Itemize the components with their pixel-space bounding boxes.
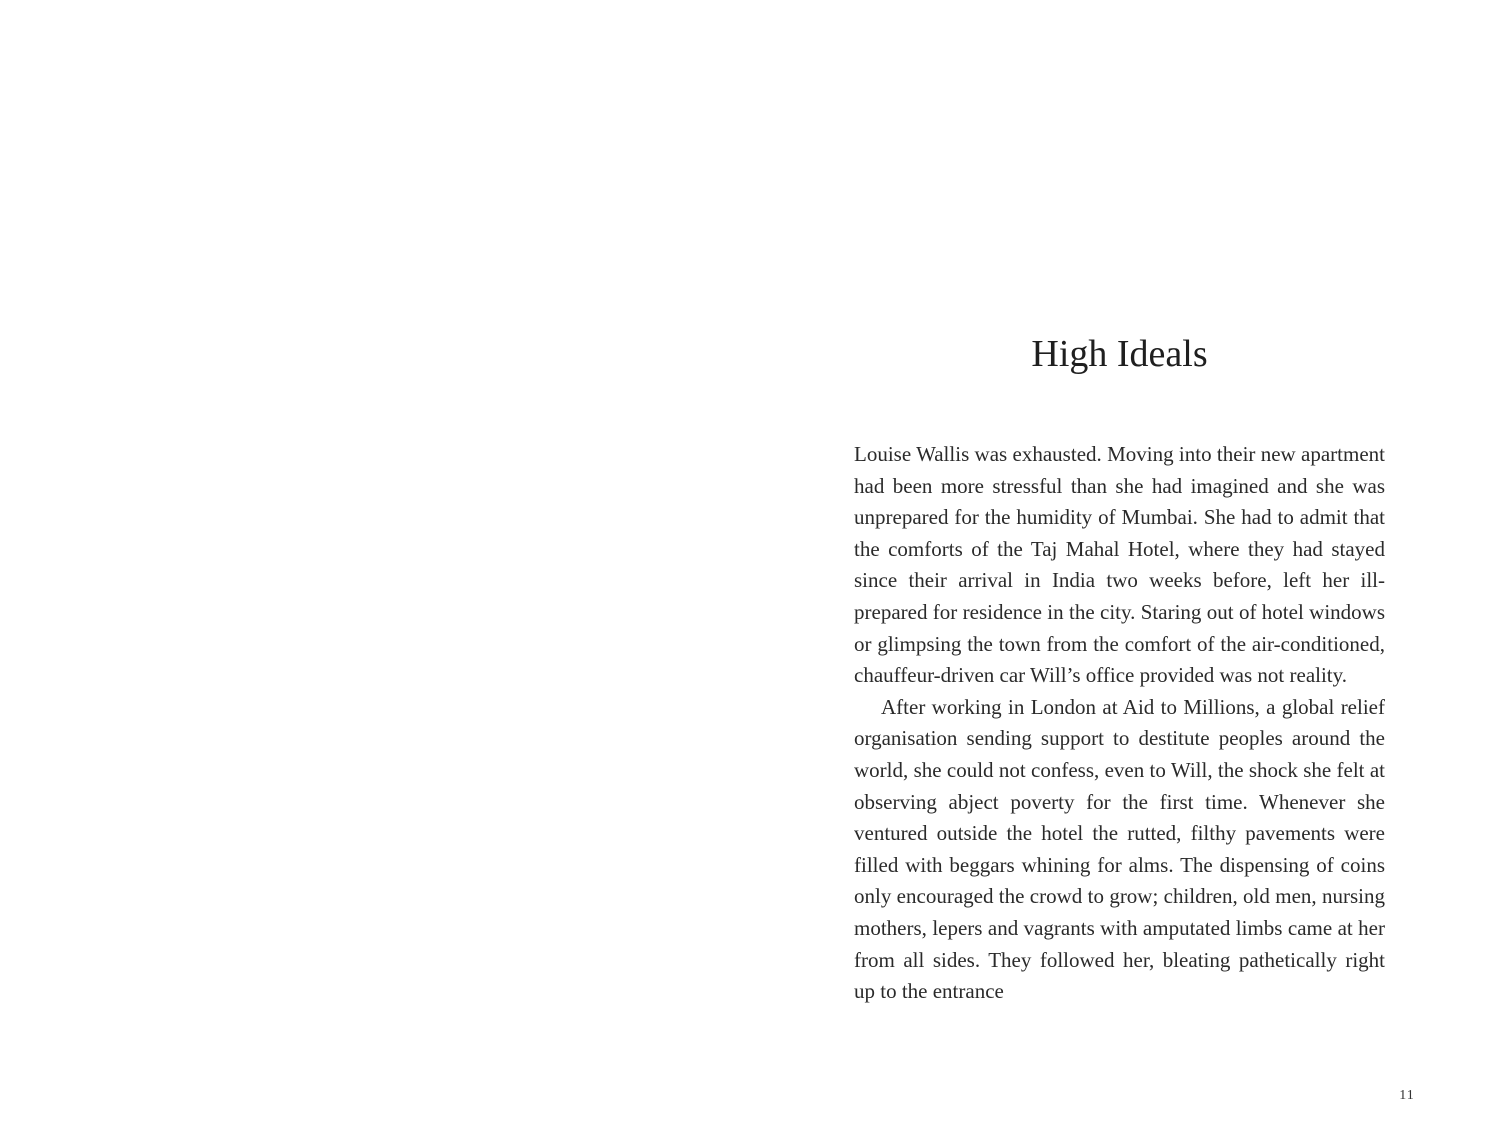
paragraph-2: After working in London at Aid to Millions, a global relief organisation sending support to destitute peoples around the world, she could not confess, even to Will, the shock she felt at observing abject poverty for the first time. Whenever she ventured outside the hotel the rutted, filthy pavements were filled with beggars whining for alms. The dispensing of coins only encouraged the crowd to grow; children, old men, nursing mothers, lepers and vagrants with amputated limbs came at her from all sides. They followed her, bleating pathetically right up to the entrance xyxy=(854,694,1385,1004)
page-number: 11 xyxy=(1399,1088,1415,1103)
paragraph-1: Louise Wallis was exhausted. Moving into their new apartment had been more stressful than she had imagined and she was unprepared for the humidity of Mumbai. She had to admit that the comforts of the Taj Mahal Hotel, where they had stayed since their arrival in India two weeks before, left her ill-prepared for residence in the city. Staring out of hotel windows or glimpsing the town from the comfort of the air-conditioned, chauffeur-driven car Will’s office provided was not reality. xyxy=(854,442,1385,688)
chapter-title: High Ideals xyxy=(1031,333,1208,375)
chapter-body-text xyxy=(854,439,1385,1008)
